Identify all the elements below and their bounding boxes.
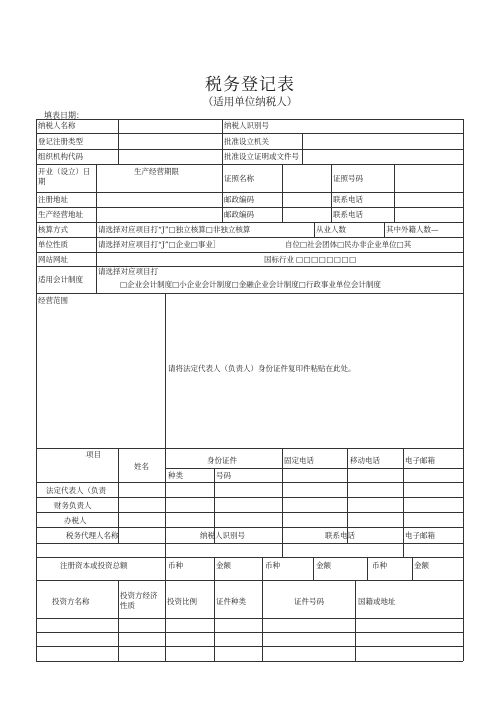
accounting-label: 核算方式 [38, 225, 68, 234]
mobile-header: 移动电话 [350, 456, 380, 465]
approval-org-label: 批准设立机关 [224, 137, 269, 146]
agent-name-label: 税务代理人名称 [66, 531, 119, 540]
cert-no-label: 证照号码 [333, 174, 363, 183]
postal-code-label: 邮政编码 [224, 195, 254, 204]
fill-date-label: 填表日期： [44, 111, 84, 120]
kind-header: 种类 [168, 471, 183, 480]
accounting-options: 请选择对应项目打“J”□独立核算□非独立核算 [98, 225, 251, 234]
agent-id-label: 纳税人识别号 [200, 531, 245, 540]
fixed-phone-header: 固定电话 [284, 456, 314, 465]
phone-label-2: 联系电话 [333, 210, 363, 219]
amount-label-3: 金额 [414, 561, 429, 570]
currency-label-3: 币种 [372, 561, 387, 570]
taxpayer-id-label: 纳税人识别号 [224, 121, 269, 130]
acct-system-label: 适用会计制度 [38, 275, 83, 284]
phone-label: 联系电话 [333, 195, 363, 204]
unit-nature-options-2: 自位□社会团体□民办非企业单位□其 [285, 240, 412, 249]
agent-email-label: 电子邮箱 [405, 531, 435, 540]
unit-nature-options: 请选择对应项目打“J”□企业□事业］ [98, 240, 221, 249]
agent-phone-label: 联系电话 [325, 531, 355, 540]
website-label: 网站网址 [38, 255, 68, 264]
doc-no-header: 证件号码 [294, 597, 324, 606]
approval-doc-label: 批准设立证明或文件号 [224, 152, 299, 161]
org-code-label: 组织机构代码 [38, 152, 83, 161]
email-header: 电子邮箱 [405, 456, 435, 465]
postal-code-label-2: 邮政编码 [224, 210, 254, 219]
acct-select-label: 请选择对应项目打 [98, 267, 158, 276]
op-address-label: 生产经营地址 [38, 210, 83, 219]
currency-label-2: 币种 [265, 561, 280, 570]
amount-label-1: 金额 [216, 561, 231, 570]
number-header: 号码 [216, 471, 231, 480]
form-title: 税务登记表 [205, 75, 295, 95]
reg-address-label: 注册地址 [38, 195, 68, 204]
industry-code-boxes: □□□□□□□□ [296, 255, 357, 264]
finance-head-label: 财务负责人 [54, 501, 92, 510]
scope-label: 经营范围 [38, 296, 68, 305]
id-paste-note: 请将法定代表人（负责人）身份证件复印件粘贴在此处。 [168, 364, 356, 373]
name-header: 姓名 [134, 462, 149, 471]
nationality-header: 国籍或地址 [358, 597, 396, 606]
op-period-label: 生产经营期限 [134, 167, 179, 176]
open-date-label: 开业（设立）日期 [38, 167, 91, 186]
reg-type-label: 登记注册类型 [38, 137, 83, 146]
invest-ratio-header: 投资比例 [167, 597, 197, 606]
taxpayer-name-label: 纳税人名称 [38, 121, 76, 130]
acct-system-options: □企业会计制度□小企业会计制度□金融企业会计制度□行政事业单位会计制度 [120, 280, 381, 289]
id-doc-header: 身份证件 [207, 456, 237, 465]
handler-label: 办税人 [64, 516, 87, 525]
investor-name-header: 投资方名称 [52, 597, 90, 606]
form-subtitle: （适用单位纳税人） [202, 96, 298, 108]
cert-name-label: 证照名称 [224, 174, 254, 183]
legal-rep-label: 法定代表人（负责 [46, 486, 106, 495]
employees-label: 从业人数 [316, 225, 346, 234]
item-header: 项目 [86, 450, 101, 459]
industry-label: 国标行业 [264, 255, 294, 264]
currency-label-1: 币种 [168, 561, 183, 570]
investor-nature-header: 投资方经济性质 [120, 591, 158, 610]
unit-nature-label: 单位性质 [38, 240, 68, 249]
capital-label: 注册资本或投资总额 [60, 561, 128, 570]
doc-type-header: 证件种类 [216, 597, 246, 606]
foreign-count-label: 其中外籍人数— [386, 225, 439, 234]
amount-label-2: 金额 [316, 561, 331, 570]
